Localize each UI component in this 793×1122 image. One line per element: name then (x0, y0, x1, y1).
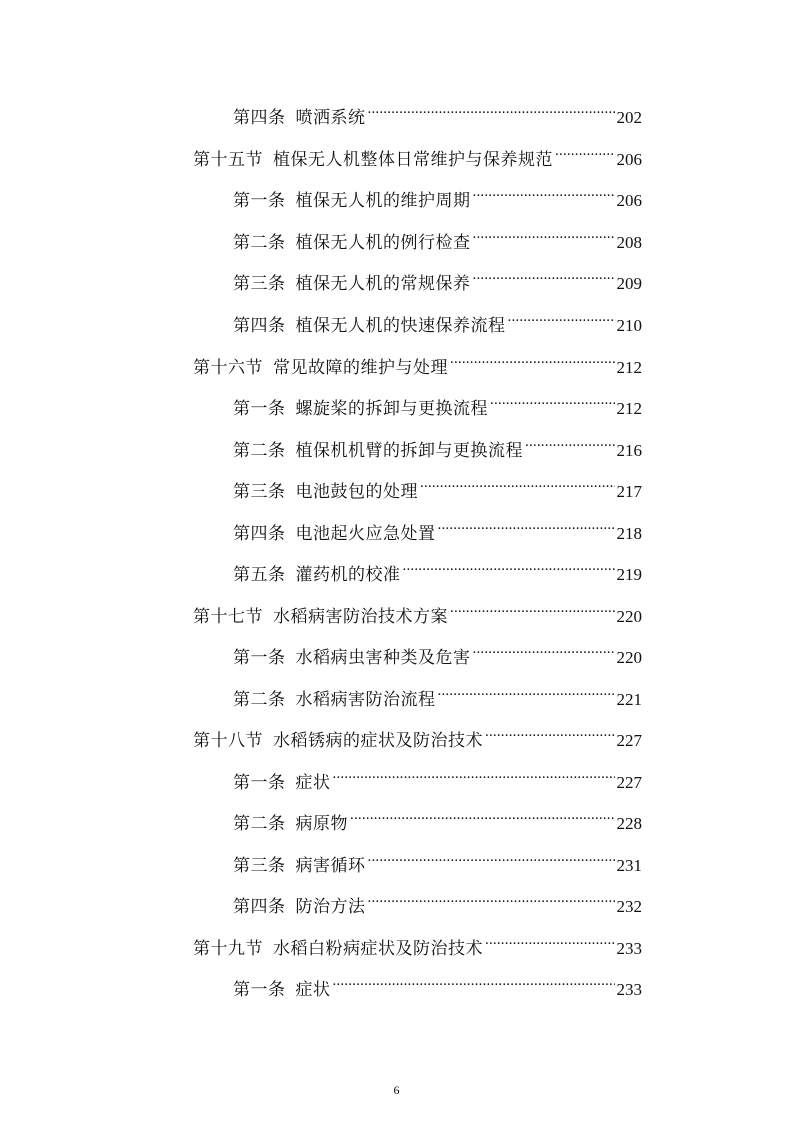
toc-entry-article[interactable] (233, 218, 642, 253)
dot-leader (438, 675, 615, 705)
toc-entry-number: 第十六节 (193, 358, 263, 378)
toc-entry-title: 螺旋桨的拆卸与更换流程 (295, 399, 488, 419)
dot-leader (473, 259, 615, 289)
dot-leader (420, 467, 615, 497)
toc-entry-number: 第四条 (233, 524, 286, 544)
toc-entry-title: 灌药机的校准 (295, 565, 401, 585)
toc-entry-title: 病原物 (295, 814, 348, 834)
toc-entry-page: 219 (616, 565, 642, 584)
toc-entry-number: 第三条 (233, 856, 286, 876)
toc-entry-number: 第十七节 (193, 607, 263, 627)
dot-leader (333, 965, 615, 995)
toc-entry-section[interactable] (193, 135, 642, 170)
toc-entry-number: 第十五节 (193, 150, 263, 170)
dot-leader (368, 882, 615, 912)
dot-leader (403, 550, 615, 580)
dot-leader (450, 343, 615, 373)
page-number: 6 (393, 1083, 400, 1097)
toc-entry-title: 水稻锈病的症状及防治技术 (273, 731, 483, 751)
toc-entry-article[interactable] (233, 93, 642, 128)
toc-entry-page: 202 (616, 108, 642, 127)
toc-entry-number: 第二条 (233, 814, 286, 834)
toc-entry-title: 植保无人机的例行检查 (295, 233, 471, 253)
toc-entry-title: 症状 (295, 773, 331, 793)
toc-entry-page: 212 (616, 399, 642, 418)
toc-entry-article[interactable] (233, 384, 642, 419)
toc-entry-title: 病害循环 (295, 856, 366, 876)
toc-entry-number: 第一条 (233, 399, 286, 419)
toc-entry-title: 植保无人机整体日常维护与保养规范 (273, 150, 553, 170)
toc-entry-page: 220 (616, 607, 642, 626)
dot-leader (450, 592, 615, 622)
toc-entry-number: 第四条 (233, 897, 286, 917)
dot-leader (485, 924, 615, 954)
toc-entry-title: 电池鼓包的处理 (295, 482, 418, 502)
toc-entry-article[interactable] (233, 176, 642, 211)
toc-entry-page: 206 (616, 191, 642, 210)
toc-entry-section[interactable] (193, 924, 642, 959)
toc-entry-page: 209 (616, 274, 642, 293)
toc-entry-number: 第二条 (233, 441, 286, 461)
toc-entry-page: 206 (616, 150, 642, 169)
toc-entry-number: 第三条 (233, 274, 286, 294)
toc-entry-page: 227 (616, 773, 642, 792)
toc-entry-number: 第十八节 (193, 731, 263, 751)
toc-entry-page: 221 (616, 690, 642, 709)
toc-entry-section[interactable] (193, 343, 642, 378)
toc-entry-page: 227 (616, 731, 642, 750)
toc-entry-title: 植保无人机的常规保养 (295, 274, 471, 294)
toc-entry-page: 231 (616, 856, 642, 875)
toc-entry-section[interactable] (193, 592, 642, 627)
dot-leader (525, 426, 615, 456)
toc-entry-article[interactable] (233, 259, 642, 294)
toc-entry-number: 第一条 (233, 648, 286, 668)
toc-entry-page: 216 (616, 441, 642, 460)
toc-entry-title: 水稻白粉病症状及防治技术 (273, 939, 483, 959)
dot-leader (485, 716, 615, 746)
toc-entry-article[interactable] (233, 799, 642, 834)
dot-leader (350, 799, 615, 829)
toc-entry-section[interactable] (193, 716, 642, 751)
toc-entry-page: 220 (616, 648, 642, 667)
dot-leader (490, 384, 615, 414)
toc-entry-article[interactable] (233, 882, 642, 917)
toc-entry-title: 电池起火应急处置 (295, 524, 436, 544)
toc-entry-title: 水稻病害防治技术方案 (273, 607, 448, 627)
dot-leader (333, 758, 615, 788)
toc-entry-page: 218 (616, 524, 642, 543)
toc-entry-page: 217 (616, 482, 642, 501)
toc-entry-article[interactable] (233, 758, 642, 793)
dot-leader (473, 176, 615, 206)
toc-entry-number: 第十九节 (193, 939, 263, 959)
toc-entry-number: 第二条 (233, 690, 286, 710)
toc-entry-article[interactable] (233, 675, 642, 710)
toc-entry-article[interactable] (233, 965, 642, 1000)
toc-entry-article[interactable] (233, 841, 642, 876)
toc-entry-article[interactable] (233, 633, 642, 668)
toc-entry-article[interactable] (233, 301, 642, 336)
toc-entry-page: 210 (616, 316, 642, 335)
toc-entry-title: 水稻病害防治流程 (295, 690, 436, 710)
toc-entry-title: 症状 (295, 980, 331, 1000)
toc-entry-number: 第一条 (233, 191, 286, 211)
toc-entry-number: 第一条 (233, 980, 286, 1000)
toc-entry-article[interactable] (233, 467, 642, 502)
toc-entry-title: 植保无人机的快速保养流程 (295, 316, 506, 336)
toc-entry-title: 水稻病虫害种类及危害 (295, 648, 471, 668)
toc-entry-page: 232 (616, 897, 642, 916)
toc-entry-number: 第三条 (233, 482, 286, 502)
toc-entry-title: 植保无人机的维护周期 (295, 191, 471, 211)
toc-entry-title: 常见故障的维护与处理 (273, 358, 448, 378)
dot-leader (368, 841, 615, 871)
toc-entry-page: 233 (616, 939, 642, 958)
toc-entry-page: 233 (616, 980, 642, 999)
toc-entry-page: 228 (616, 814, 642, 833)
toc-entry-number: 第五条 (233, 565, 286, 585)
toc-entry-article[interactable] (233, 426, 642, 461)
toc-entry-article[interactable] (233, 509, 642, 544)
dot-leader (473, 218, 615, 248)
dot-leader (438, 509, 615, 539)
dot-leader (555, 135, 615, 165)
toc-entry-page: 208 (616, 233, 642, 252)
toc-entry-number: 第一条 (233, 773, 286, 793)
toc-entry-title: 植保机机臂的拆卸与更换流程 (295, 441, 523, 461)
toc-entry-number: 第四条 (233, 316, 286, 336)
dot-leader (508, 301, 615, 331)
toc-entry-number: 第四条 (233, 108, 286, 128)
toc-entry-number: 第二条 (233, 233, 286, 253)
toc-entry-page: 212 (616, 358, 642, 377)
dot-leader (473, 633, 615, 663)
toc-entry-title: 喷洒系统 (295, 108, 366, 128)
toc-entry-title: 防治方法 (295, 897, 366, 917)
toc-entry-article[interactable] (233, 550, 642, 585)
dot-leader (368, 93, 615, 123)
